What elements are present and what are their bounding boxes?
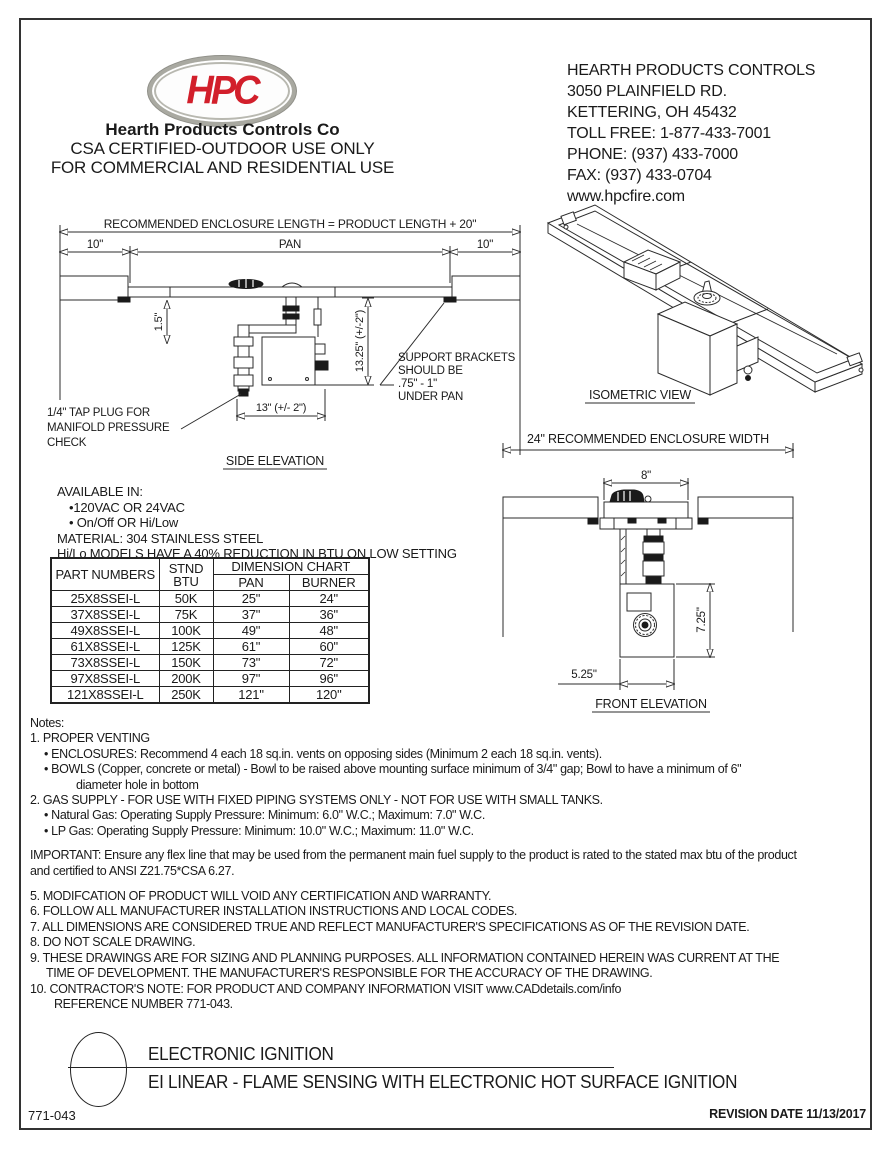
svg-text:.75" - 1": .75" - 1": [398, 378, 437, 390]
option-control: • On/Off OR Hi/Low: [69, 515, 179, 530]
contact-city: KETTERING, OH 45432: [567, 104, 737, 121]
col-header-part-numbers: PART NUMBERS: [51, 558, 159, 591]
dim-pan-width-label: 8": [640, 470, 652, 482]
table-row: 49X8SSEI-L 100K 49" 48": [51, 623, 369, 639]
side-elevation-drawing: [40, 213, 540, 478]
contact-fax: FAX: (937) 433-0704: [567, 167, 712, 184]
dim-pan-drop-label: 1.5": [153, 312, 165, 332]
available-in-label: AVAILABLE IN:: [57, 484, 143, 499]
side-elevation-label: SIDE ELEVATION: [225, 454, 325, 468]
contact-company: HEARTH PRODUCTS CONTROLS: [567, 62, 816, 79]
material-label: MATERIAL: 304 STAINLESS STEEL: [57, 530, 264, 546]
title-block-divider: [68, 1067, 614, 1068]
svg-text:SHOULD BE: SHOULD BE: [398, 365, 463, 377]
note-line: REFERENCE NUMBER 771-043.: [54, 996, 233, 1011]
notes-block: [30, 716, 868, 1012]
note-line: 1. PROPER VENTING: [30, 731, 150, 746]
col-header-pan: PAN: [213, 575, 289, 591]
support-brackets-note: [398, 352, 516, 403]
dim-box-height-label: 7.25": [696, 607, 708, 633]
tap-plug-note: [47, 407, 170, 449]
dimension-chart-table: [50, 557, 370, 704]
contact-phone: PHONE: (937) 433-7000: [567, 146, 739, 163]
svg-text:1/4" TAP PLUG FOR: 1/4" TAP PLUG FOR: [47, 407, 150, 419]
note-line: 2. GAS SUPPLY - FOR USE WITH FIXED PIPING SYSTEMS ONLY - NOT FOR USE WITH SMALL TANKS.: [30, 793, 603, 808]
dim-right-overhang-label: 10": [476, 239, 494, 251]
col-header-dimension-chart: DIMENSION CHART: [213, 558, 369, 575]
hilo-note: Hi/Lo MODELS HAVE A 40% REDUCTION IN BTU ON LOW SETTING: [57, 546, 457, 561]
note-line: 9. THESE DRAWINGS ARE FOR SIZING AND PLANNING PURPOSES. ALL INFORMATION CONTAINED HEREIN WAS CURRENT AT THE: [30, 950, 780, 965]
contact-tollfree: TOLL FREE: 1-877-433-7001: [567, 125, 772, 142]
svg-text:CHECK: CHECK: [47, 437, 87, 449]
contact-website: www.hpcfire.com: [567, 188, 685, 205]
table-row: 73X8SSEI-L 150K 73" 72": [51, 655, 369, 671]
isometric-drawing: [532, 196, 887, 411]
svg-text:UNDER PAN: UNDER PAN: [398, 391, 464, 403]
front-elevation-drawing: [488, 430, 883, 720]
note-line: diameter hole in bottom: [76, 777, 199, 792]
table-row: 37X8SSEI-L 75K 37" 36": [51, 607, 369, 623]
note-line: 6. FOLLOW ALL MANUFACTURER INSTALLATION INSTRUCTIONS AND LOCAL CODES.: [30, 904, 518, 919]
note-line: 5. MODIFCATION OF PRODUCT WILL VOID ANY CERTIFICATION AND WARRANTY.: [30, 889, 492, 904]
cert-line-1: CSA CERTIFIED-OUTDOOR USE ONLY: [70, 139, 375, 158]
note-line: • BOWLS (Copper, concrete or metal) - Bowl to be raised above mounting surface minimum of 3/4" gap; Bowl to have a minimum of 6": [44, 762, 742, 777]
cert-line-2: FOR COMMERCIAL AND RESIDENTIAL USE: [50, 158, 395, 177]
hpc-logo-text: HPC: [186, 68, 258, 113]
note-line: 8. DO NOT SCALE DRAWING.: [30, 935, 196, 950]
isometric-view-label: ISOMETRIC VIEW: [588, 388, 692, 402]
dim-enclosure-width-label: 24" RECOMMENDED ENCLOSURE WIDTH: [526, 432, 770, 446]
note-line: • LP Gas: Operating Supply Pressure: Minimum: 10.0" W.C.; Maximum: 11.0" W.C.: [44, 823, 474, 838]
company-title: Hearth Products Controls Co: [105, 120, 340, 139]
note-line: and certified to ANSI Z21.75*CSA 6.27.: [30, 863, 235, 878]
col-header-burner: BURNER: [289, 575, 369, 591]
drawing-subtitle: EI LINEAR - FLAME SENSING WITH ELECTRONIC HOT SURFACE IGNITION: [148, 1072, 738, 1092]
front-valve-box-assembly: [620, 529, 674, 657]
dim-enclosure-length-label: RECOMMENDED ENCLOSURE LENGTH = PRODUCT LENGTH + 20": [103, 217, 477, 231]
note-line: TIME OF DEVELOPMENT. THE MANUFACTURER'S RESPONSIBLE FOR THE ACCURACY OF THE DRAWING.: [46, 966, 653, 981]
note-line: Notes:: [30, 716, 65, 730]
dim-pan-label: PAN: [278, 239, 302, 251]
valve-box-assembly: [234, 297, 328, 396]
table-row: 97X8SSEI-L 200K 97" 96": [51, 671, 369, 687]
contact-block: [567, 60, 815, 207]
drawing-title: ELECTRONIC IGNITION: [148, 1044, 334, 1064]
col-header-stnd-btu: STND BTU: [159, 558, 213, 591]
title-block-ellipse: [70, 1032, 127, 1107]
table-row: 25X8SSEI-L 50K 25" 24": [51, 591, 369, 607]
document-number: 771-043: [28, 1108, 76, 1123]
note-line: • ENCLOSURES: Recommend 4 each 18 sq.in. vents on opposing sides (Minimum 2 each 18 sq.in. vents).: [44, 746, 602, 761]
svg-text:SUPPORT BRACKETS: SUPPORT BRACKETS: [398, 352, 516, 364]
note-line: 7. ALL DIMENSIONS ARE CONSIDERED TRUE AND REFLECT MANUFACTURER'S SPECIFICATIONS AS OF THE REVISION DATE.: [30, 919, 750, 934]
hpc-logo: [148, 56, 296, 126]
dim-box-width-label: 5.25": [571, 669, 597, 681]
dim-assembly-width-label: 13" (+/- 2"): [255, 402, 307, 414]
table-row: 61X8SSEI-L 125K 61" 60": [51, 639, 369, 655]
specs-block: [57, 484, 457, 562]
table-row: 121X8SSEI-L 250K 121" 120": [51, 687, 369, 704]
contact-address: 3050 PLAINFIELD RD.: [567, 83, 727, 100]
note-line: IMPORTANT: Ensure any flex line that may be used from the permanent main fuel supply to the product is rated to the stated max btu of the product: [30, 848, 797, 863]
side-dimension-lines: [60, 225, 520, 283]
note-line: • Natural Gas: Operating Supply Pressure: Minimum: 6.0" W.C.; Maximum: 7.0" W.C.: [44, 808, 485, 823]
note-line: 10. CONTRACTOR'S NOTE: FOR PRODUCT AND COMPANY INFORMATION VISIT www.CADdetails.com/info: [30, 981, 622, 996]
svg-text:MANIFOLD PRESSURE: MANIFOLD PRESSURE: [47, 422, 170, 434]
dim-assembly-depth-label: 13.25" (+/-2"): [354, 309, 366, 373]
revision-date: REVISION DATE 11/13/2017: [709, 1107, 866, 1121]
option-voltage: •120VAC OR 24VAC: [69, 499, 185, 515]
dim-left-overhang-label: 10": [86, 239, 104, 251]
front-elevation-label: FRONT ELEVATION: [595, 697, 707, 711]
